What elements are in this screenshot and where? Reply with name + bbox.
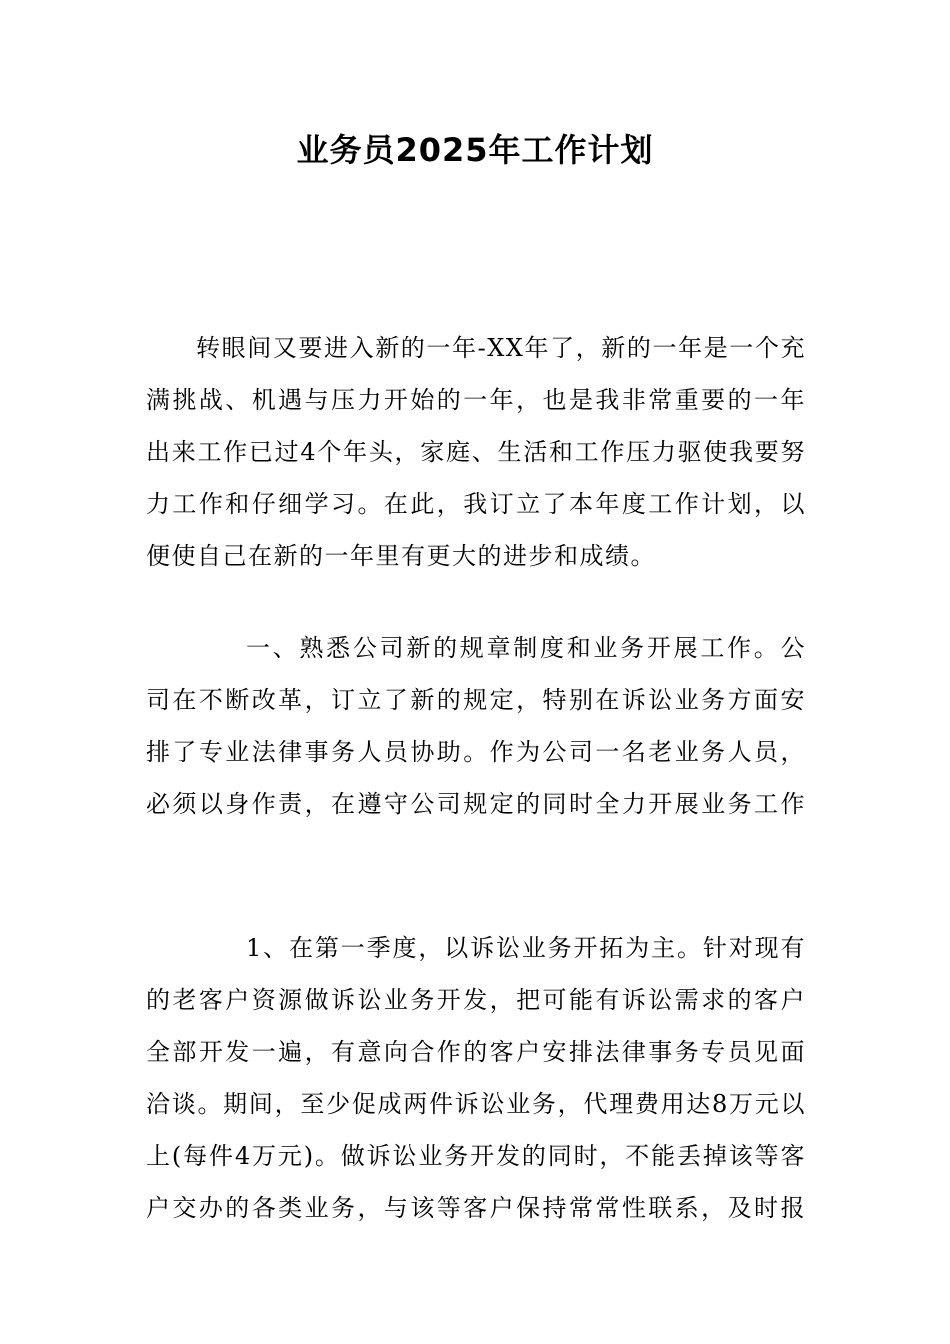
text-line: 便使自己在新的一年里有更大的进步和成绩。 xyxy=(146,542,656,570)
paragraph-item-1 xyxy=(146,922,806,1234)
text-line: 司在不断改革，订立了新的规定，特别在诉讼业务方面安 xyxy=(146,686,806,714)
text-line: 出来工作已过4个年头，家庭、生活和工作压力驱使我要努 xyxy=(146,438,806,466)
paragraph-intro xyxy=(146,322,806,582)
document-title: 业务员2025年工作计划 xyxy=(296,131,654,169)
text-line: 必须以身作责，在遵守公司规定的同时全力开展业务工作 xyxy=(146,790,806,818)
text-line: 转眼间又要进入新的一年-XX年了，新的一年是一个充 xyxy=(196,334,806,362)
text-line: 洽谈。期间，至少促成两件诉讼业务，代理费用达8万元以 xyxy=(146,1090,806,1118)
text-line: 排了专业法律事务人员协助。作为公司一名老业务人员， xyxy=(146,738,806,766)
text-line: 一、熟悉公司新的规章制度和业务开展工作。公 xyxy=(246,634,806,662)
text-line: 上(每件4万元)。做诉讼业务开发的同时，不能丢掉该等客 xyxy=(146,1142,806,1170)
text-line: 户交办的各类业务，与该等客户保持常常性联系，及时报 xyxy=(146,1194,806,1222)
text-line: 力工作和仔细学习。在此，我订立了本年度工作计划，以 xyxy=(146,490,806,518)
paragraph-section-1 xyxy=(146,622,806,830)
text-line: 全部开发一遍，有意向合作的客户安排法律事务专员见面 xyxy=(146,1038,806,1066)
text-line: 1、在第一季度，以诉讼业务开拓为主。针对现有 xyxy=(246,934,806,962)
text-line: 的老客户资源做诉讼业务开发，把可能有诉讼需求的客户 xyxy=(146,986,806,1014)
text-line: 满挑战、机遇与压力开始的一年，也是我非常重要的一年 xyxy=(146,386,806,414)
